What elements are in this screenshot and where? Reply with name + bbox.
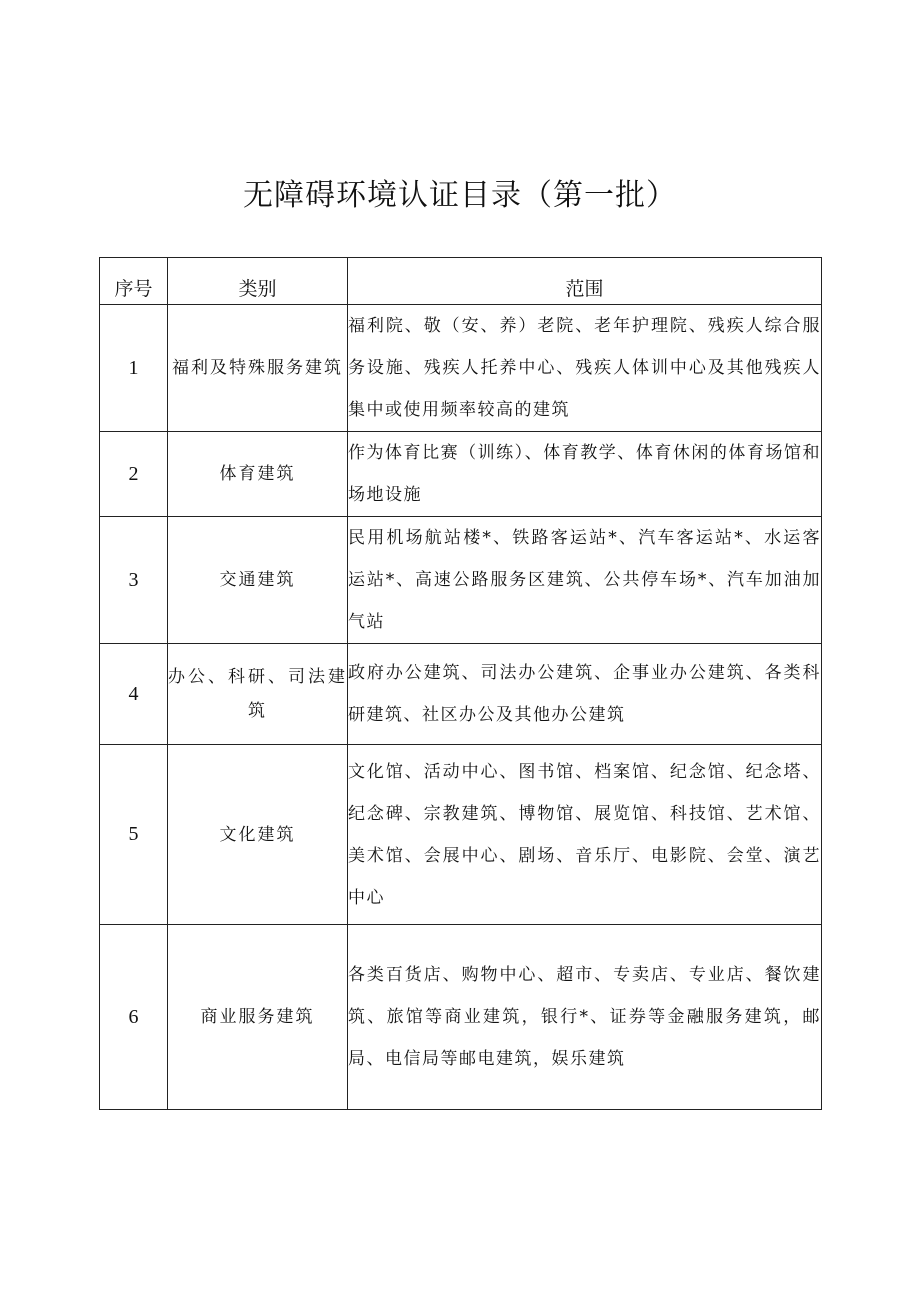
row-scope: 民用机场航站楼*、铁路客运站*、汽车客运站*、水运客运站*、高速公路服务区建筑、公共停车场*、汽车加油加气站 (348, 517, 822, 644)
row-category-text: 体育建筑 (219, 464, 296, 484)
header-seq: 序号 (100, 258, 168, 305)
row-seq: 6 (100, 925, 168, 1110)
table-row (100, 644, 822, 745)
table-row (100, 925, 822, 1110)
header-scope: 范围 (348, 258, 822, 305)
row-seq: 2 (100, 432, 168, 517)
row-category (168, 925, 348, 1110)
row-category-text: 交通建筑 (219, 570, 296, 590)
table-row (100, 745, 822, 925)
row-scope: 福利院、敬（安、养）老院、老年护理院、残疾人综合服务设施、残疾人托养中心、残疾人体训中心及其他残疾人集中或使用频率较高的建筑 (348, 305, 822, 432)
row-category (168, 517, 348, 644)
row-category (168, 432, 348, 517)
row-scope: 作为体育比赛（训练）、体育教学、体育休闲的体育场馆和场地设施 (348, 432, 822, 517)
row-category-text: 办公、科研、司法建筑 (168, 667, 347, 721)
row-seq: 5 (100, 745, 168, 925)
table-row (100, 305, 822, 432)
row-seq: 3 (100, 517, 168, 644)
row-category (168, 644, 348, 745)
row-scope: 政府办公建筑、司法办公建筑、企事业办公建筑、各类科研建筑、社区办公及其他办公建筑 (348, 644, 822, 745)
row-category-text: 商业服务建筑 (200, 1007, 315, 1027)
table-row (100, 517, 822, 644)
row-seq: 1 (100, 305, 168, 432)
row-category-text: 福利及特殊服务建筑 (172, 358, 343, 378)
page-title: 无障碍环境认证目录（第一批） (243, 178, 677, 214)
header-category: 类别 (168, 258, 348, 305)
row-scope: 文化馆、活动中心、图书馆、档案馆、纪念馆、纪念塔、纪念碑、宗教建筑、博物馆、展览馆、科技馆、艺术馆、美术馆、会展中心、剧场、音乐厅、电影院、会堂、演艺中心 (348, 745, 822, 925)
row-category-text: 文化建筑 (219, 824, 296, 845)
row-seq: 4 (100, 644, 168, 745)
table-header-row (100, 258, 822, 305)
row-category (168, 305, 348, 432)
catalog-table (99, 257, 822, 1110)
row-category (168, 745, 348, 925)
row-scope: 各类百货店、购物中心、超市、专卖店、专业店、餐饮建筑、旅馆等商业建筑，银行*、证券等金融服务建筑，邮局、电信局等邮电建筑，娱乐建筑 (348, 925, 822, 1110)
table-row (100, 432, 822, 517)
